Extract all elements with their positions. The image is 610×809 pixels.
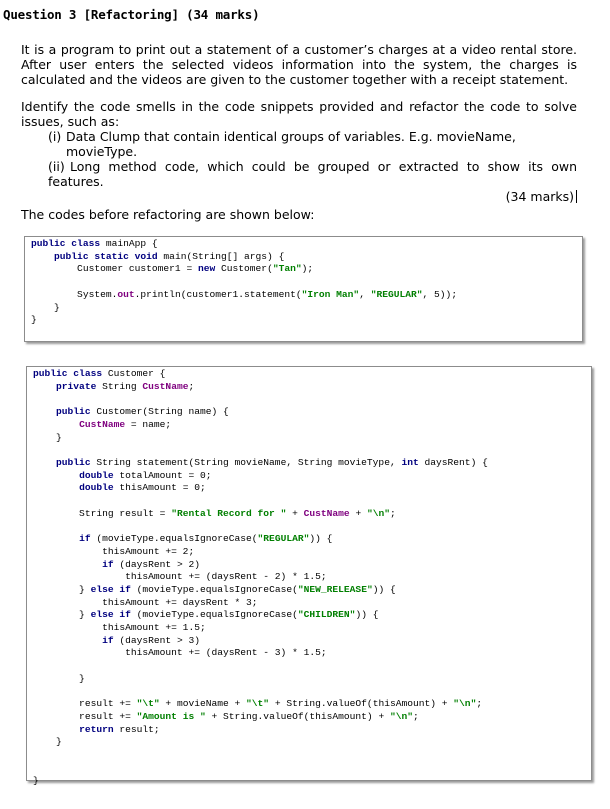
- code-token: }: [31, 314, 37, 326]
- code-token: else if: [90, 609, 131, 621]
- list-item: [48, 129, 577, 159]
- code-line: [33, 482, 488, 495]
- code-token: public: [56, 406, 91, 418]
- code-line: [33, 698, 488, 711]
- code-line: [33, 775, 488, 788]
- code-token: thisAmount += (daysRent - 2) * 1.5;: [33, 571, 327, 583]
- code-line: [33, 393, 488, 406]
- code-line: [33, 520, 488, 533]
- code-line: [31, 276, 457, 289]
- list-item-number: (i): [48, 129, 62, 144]
- before-label: The codes before refactoring are shown below:: [21, 207, 315, 222]
- code-line: [33, 546, 488, 559]
- code-line: [33, 736, 488, 749]
- code-token: )) {: [372, 583, 396, 595]
- code-line: [33, 711, 488, 724]
- code-token: "\n": [389, 710, 413, 722]
- code-token: int: [401, 456, 419, 468]
- code-token: thisAmount += 1.5;: [33, 622, 206, 634]
- code-token: (daysRent > 2): [113, 558, 200, 570]
- task-paragraph: Identify the code smells in the code snippets provided and refactor the code to solve issues, such as:: [21, 99, 577, 129]
- code-token: double: [79, 469, 114, 481]
- code-token: totalAmount = 0;: [113, 469, 212, 481]
- code-token: System.: [31, 288, 118, 300]
- code-token: "\t": [136, 698, 160, 710]
- code-token: }: [33, 609, 91, 621]
- code-line: [31, 314, 457, 327]
- code-line: [33, 749, 488, 762]
- code-line: [33, 419, 488, 432]
- code-token: +: [286, 507, 304, 519]
- code-token: private: [56, 380, 97, 392]
- code-token: ;: [390, 507, 396, 519]
- code-token: Customer(: [215, 263, 273, 275]
- code-token: new: [197, 263, 216, 275]
- code-line: [31, 251, 457, 264]
- code-token: "\n": [366, 507, 390, 519]
- list-item-text: Long method code, which could be grouped or extracted to show its own features.: [48, 159, 577, 189]
- code-token: )) {: [355, 609, 379, 621]
- code-token: result +=: [33, 698, 137, 710]
- code-token: public: [56, 456, 91, 468]
- intro-paragraph: It is a program to print out a statement of a customer’s charges at a video rental store. After user enters the selected videos information into the system, the charges is calculated and the videos are given to the customer together with a receipt statement.: [21, 42, 577, 87]
- code-token: double: [79, 482, 114, 494]
- code-token: "CHILDREN": [297, 609, 356, 621]
- list-item: [48, 159, 577, 189]
- code-token: )) {: [309, 533, 333, 545]
- code-token: [33, 482, 79, 493]
- code-token: "REGULAR": [370, 288, 423, 300]
- code-token: public class: [31, 238, 101, 249]
- code-token: (movieType.equalsIgnoreCase(: [130, 583, 298, 595]
- code-line: [31, 302, 457, 315]
- code-token: "Iron Man": [301, 288, 360, 300]
- code-token: "Amount is ": [136, 710, 206, 722]
- code-line: [33, 762, 488, 775]
- code-token: "Tan": [272, 263, 302, 275]
- code-line: [33, 368, 488, 381]
- code-line: [33, 622, 488, 635]
- code-token: [33, 635, 102, 646]
- code-token: public static void: [54, 250, 158, 262]
- list-item-text-continued: movieType.: [66, 144, 138, 159]
- code-line: [33, 406, 488, 419]
- code-block-customer: [26, 366, 592, 786]
- code-token: thisAmount += (daysRent - 3) * 1.5;: [33, 647, 327, 659]
- code-token: + String.valueOf(thisAmount) +: [269, 698, 454, 710]
- code-token: String: [96, 380, 143, 392]
- code-token: ;: [413, 710, 419, 722]
- code-line: [33, 724, 488, 737]
- issue-list: [48, 129, 577, 204]
- code-token: ;: [188, 380, 195, 392]
- code-token: public class: [33, 368, 103, 379]
- code-token: Customer customer1 =: [31, 263, 198, 275]
- code-block-mainapp: [24, 236, 583, 342]
- code-token: thisAmount += 2;: [33, 545, 195, 557]
- code-token: }: [33, 774, 39, 786]
- code-line: [31, 289, 457, 302]
- code-line: [33, 597, 488, 610]
- code-listing-mainapp: [31, 238, 457, 327]
- code-listing-customer: [33, 368, 488, 787]
- code-token: [33, 381, 56, 392]
- code-token: );: [301, 263, 314, 275]
- code-token: [33, 457, 56, 468]
- code-line: [33, 635, 488, 648]
- code-token: Customer {: [102, 368, 166, 379]
- code-token: String statement(String movieName, String movieType,: [90, 456, 402, 468]
- code-line: [33, 508, 488, 521]
- code-token: Customer(String name) {: [90, 406, 229, 418]
- code-token: }: [33, 583, 91, 595]
- code-line: [33, 533, 488, 546]
- code-line: [33, 495, 488, 508]
- code-line: [33, 571, 488, 584]
- code-token: else if: [90, 583, 131, 595]
- code-token: thisAmount = 0;: [113, 482, 206, 494]
- code-token: }: [31, 301, 60, 313]
- code-token: [33, 533, 79, 544]
- code-token: out: [117, 288, 135, 300]
- marks-label: [48, 189, 577, 204]
- code-token: "REGULAR": [257, 533, 310, 545]
- code-token: .println(customer1.statement(: [134, 288, 302, 300]
- code-line: [33, 559, 488, 572]
- code-token: "NEW_RELEASE": [297, 583, 373, 595]
- code-line: [33, 660, 488, 673]
- code-line: [33, 457, 488, 470]
- code-token: + String.valueOf(thisAmount) +: [205, 710, 390, 722]
- code-token: String result =: [33, 507, 172, 519]
- code-token: [33, 559, 102, 570]
- code-token: if: [79, 533, 91, 545]
- code-line: [33, 444, 488, 457]
- code-token: [33, 406, 56, 417]
- code-line: [33, 381, 488, 394]
- code-token: CustName: [303, 507, 350, 519]
- question-heading: Question 3 [Refactoring] (34 marks): [3, 7, 260, 22]
- code-token: }: [33, 431, 62, 443]
- code-token: [33, 470, 79, 481]
- code-token: daysRent) {: [418, 456, 488, 468]
- code-line: [31, 238, 457, 251]
- code-token: = name;: [125, 418, 172, 430]
- code-token: CustName: [142, 380, 189, 392]
- code-token: [33, 724, 79, 735]
- code-token: if: [102, 558, 114, 570]
- list-item-number: (ii): [48, 159, 65, 174]
- code-token: if: [102, 634, 114, 646]
- text-cursor: [576, 190, 577, 203]
- code-token: thisAmount += daysRent * 3;: [33, 596, 258, 608]
- code-line: [33, 686, 488, 699]
- code-token: "\t": [246, 698, 270, 710]
- code-token: ;: [476, 698, 483, 710]
- code-line: [33, 584, 488, 597]
- code-token: (daysRent > 3): [113, 634, 200, 646]
- code-token: (movieType.equalsIgnoreCase(: [90, 533, 258, 545]
- code-token: CustName: [79, 418, 126, 430]
- code-token: result;: [113, 723, 160, 735]
- code-token: [33, 419, 79, 430]
- code-token: result +=: [33, 710, 137, 722]
- code-token: "Rental Record for ": [171, 507, 287, 519]
- code-token: (movieType.equalsIgnoreCase(: [130, 609, 298, 621]
- code-token: +: [349, 507, 367, 519]
- code-line: [33, 673, 488, 686]
- code-line: [33, 647, 488, 660]
- code-token: ,: [359, 288, 371, 300]
- code-token: "\n": [453, 698, 477, 710]
- code-token: }: [33, 672, 85, 684]
- code-line: [33, 470, 488, 483]
- code-line: [33, 609, 488, 622]
- code-line: [33, 432, 488, 445]
- code-token: , 5));: [422, 288, 458, 300]
- marks-text: (34 marks): [505, 189, 574, 204]
- code-token: [31, 251, 54, 262]
- list-item-text: Data Clump that contain identical groups of variables. E.g. movieName,: [66, 129, 516, 144]
- code-token: return: [79, 723, 114, 735]
- code-token: main(String[] args) {: [157, 250, 285, 262]
- code-token: + movieName +: [159, 698, 247, 710]
- code-line: [31, 263, 457, 276]
- code-token: mainApp {: [100, 238, 158, 249]
- code-token: }: [33, 736, 62, 748]
